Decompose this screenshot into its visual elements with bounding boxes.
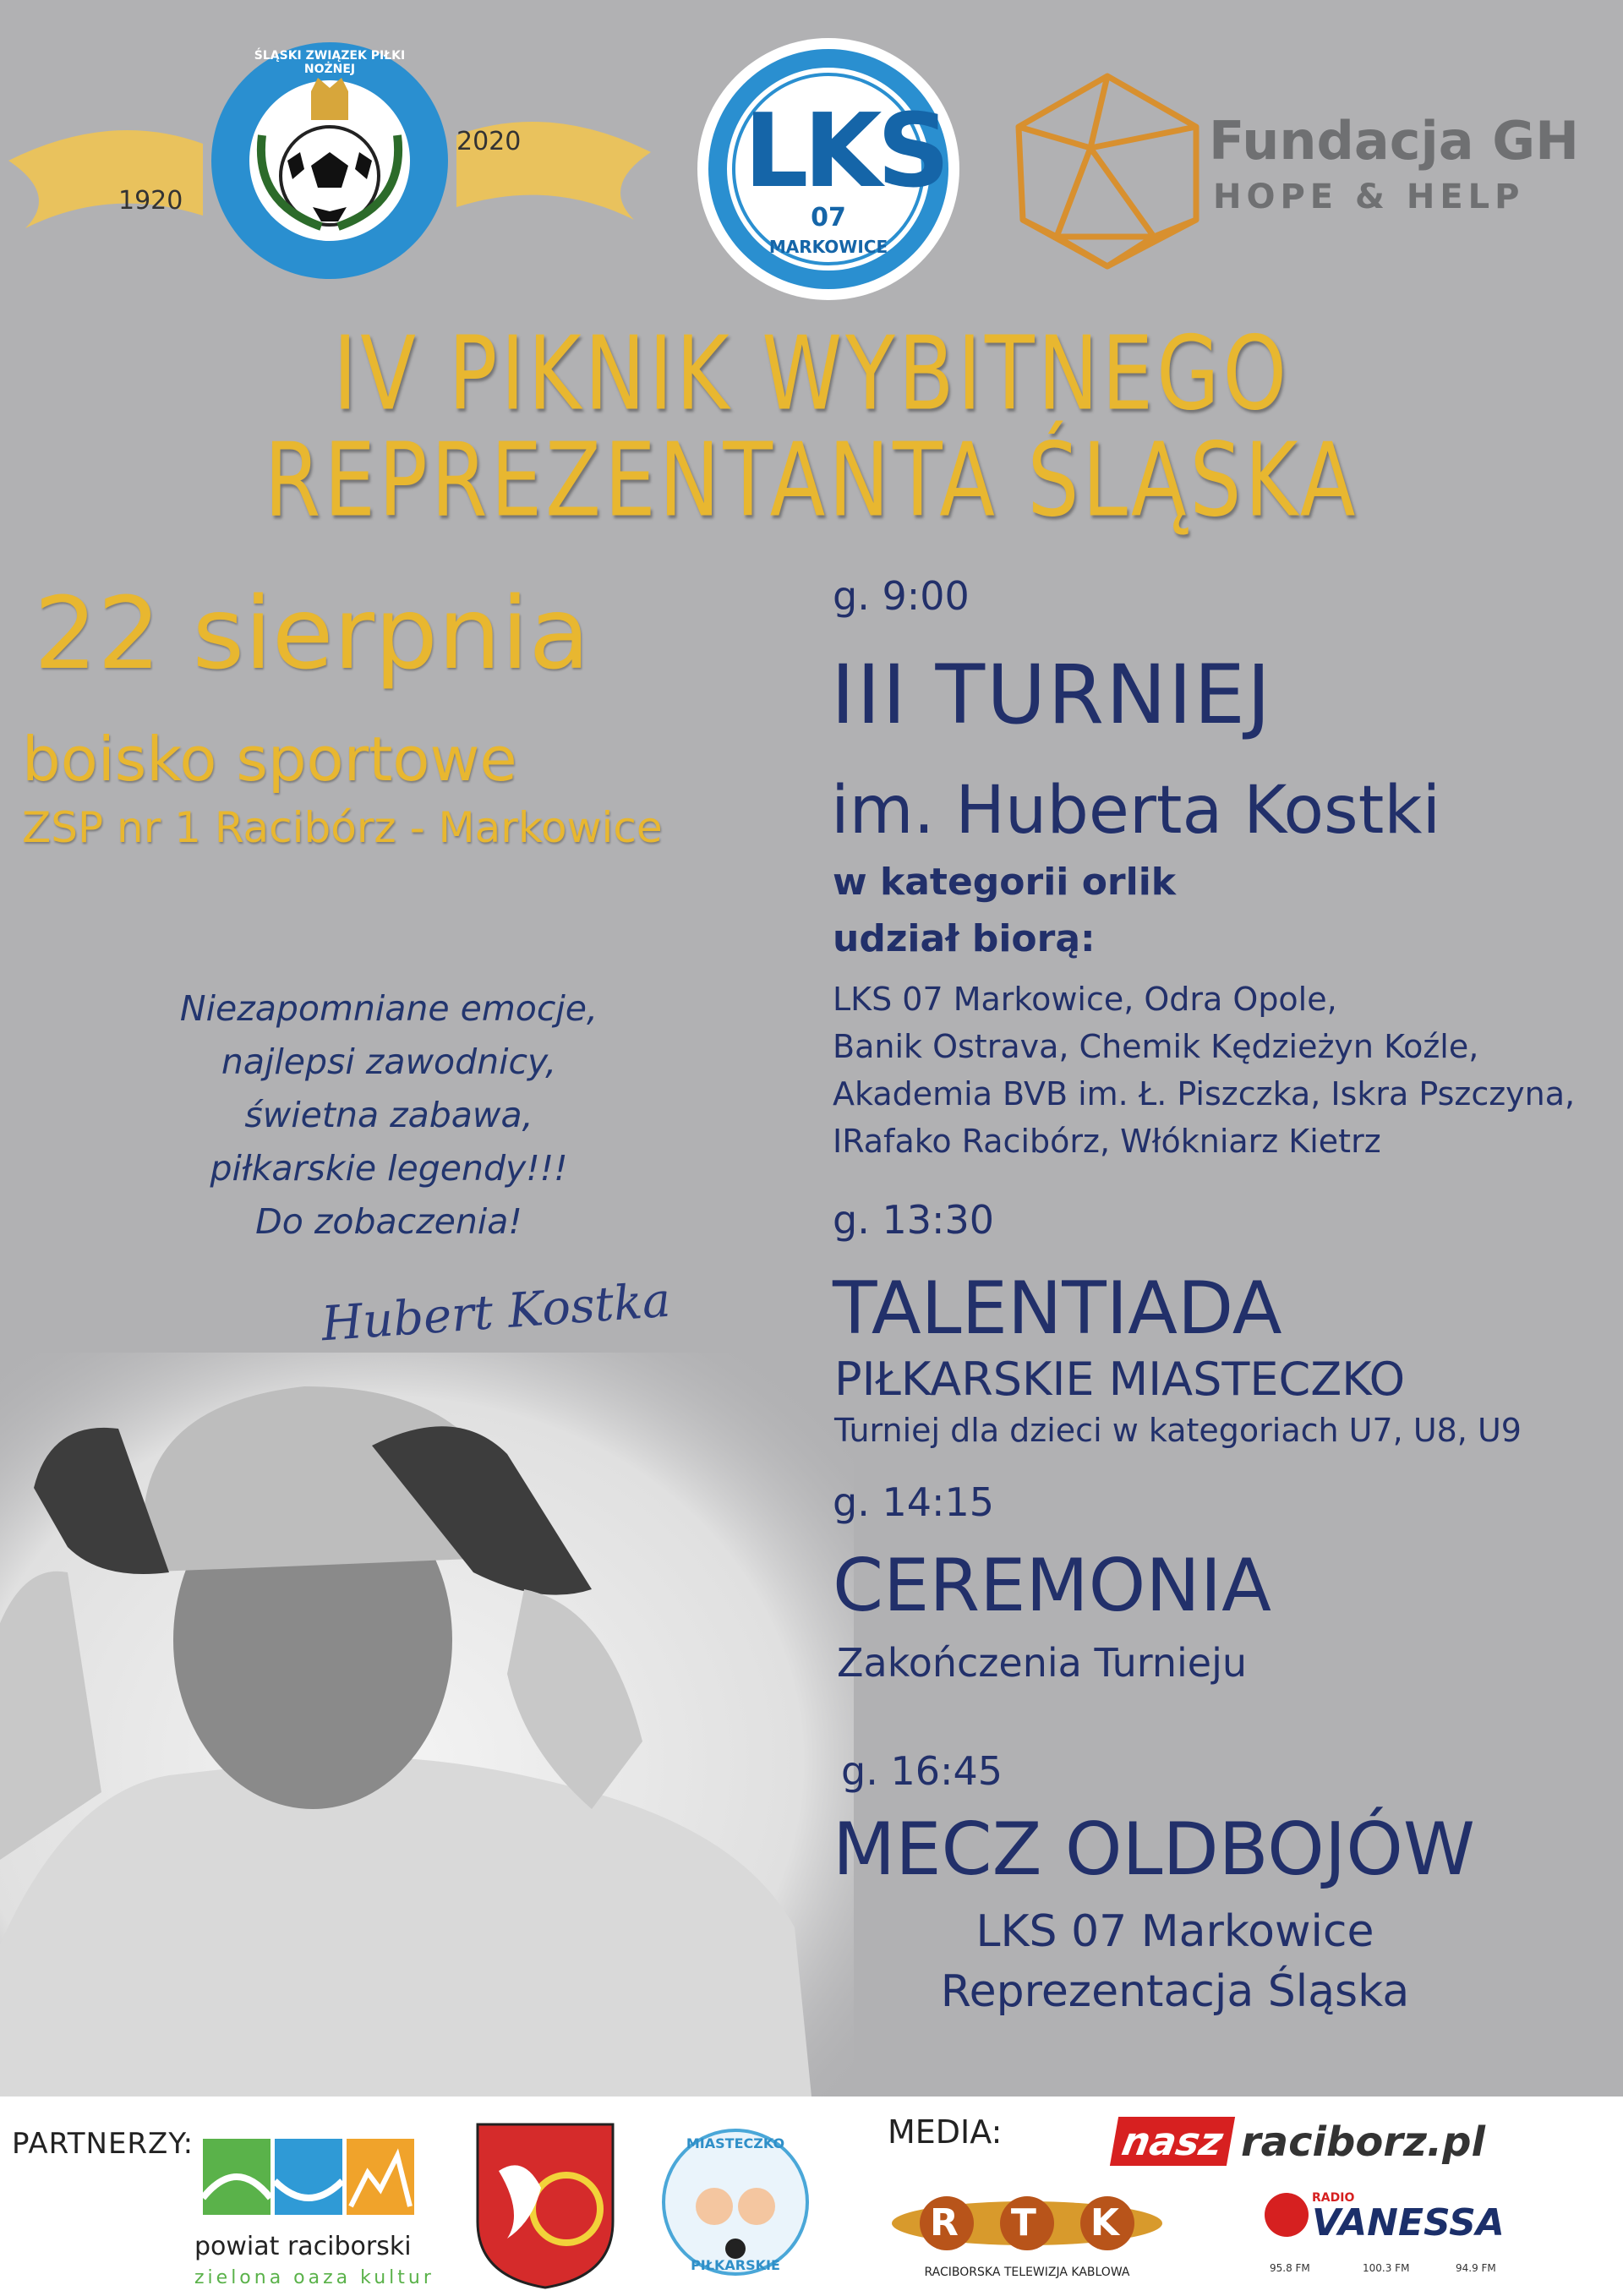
s1-team-line-3: Akademia BVB im. Ł. Piszczka, Iskra Pszczyna, [833, 1075, 1576, 1112]
s2-subheading: PIŁKARSKIE MIASTECZKO [834, 1353, 1406, 1406]
fundacja-tagline: HOPE & HELP [1213, 178, 1525, 216]
s4-heading: MECZ OLDBOJÓW [833, 1807, 1475, 1892]
s1-subheading: im. Huberta Kostki [831, 773, 1441, 849]
quote-line-5: Do zobaczenia! [255, 1201, 522, 1242]
s1-team-line-1: LKS 07 Markowice, Odra Opole, [833, 981, 1337, 1018]
title-line-1: IV PIKNIK WYBITNEGO [332, 314, 1291, 433]
event-date: 22 sierpnia [34, 575, 590, 692]
powiat-logo [186, 2122, 440, 2291]
lks-number: 07 [811, 203, 846, 232]
media-label: MEDIA: [888, 2113, 1003, 2151]
s2-heading: TALENTIADA [833, 1266, 1282, 1351]
s4-team-2: Reprezentacja Śląska [940, 1966, 1410, 2017]
s1-category: w kategorii orlik [833, 861, 1177, 904]
footer [0, 2096, 1623, 2296]
quote-line-4: piłkarskie legendy!!! [210, 1148, 568, 1189]
fundacja-logo [1006, 68, 1615, 271]
szpn-ring-text: ŚLĄSKI ZWIĄZEK PIŁKI NOŻNEJ [254, 49, 406, 76]
nasz-raciborz-logo [1114, 2117, 1537, 2176]
s2-time: g. 13:30 [833, 1197, 995, 1243]
szpn-logo [8, 34, 651, 287]
vanessa-icon [1261, 2189, 1312, 2240]
miasteczko-top: MIASTECZKO [686, 2135, 785, 2151]
signature: Hubert Kostka [320, 1272, 673, 1353]
rtk-logo [888, 2189, 1174, 2291]
vanessa-name: VANESSA [1312, 2201, 1505, 2244]
s1-team-line-4: IRafako Racibórz, Włókniarz Kietrz [833, 1123, 1381, 1160]
vanessa-small: RADIO [1312, 2191, 1355, 2205]
partners-label: PARTNERZY: [12, 2127, 194, 2161]
fundacja-name: Fundacja GH [1209, 110, 1579, 172]
s1-time: g. 9:00 [833, 573, 970, 619]
s3-detail: Zakończenia Turnieju [837, 1640, 1248, 1686]
powiat-coat-of-arms-icon [473, 2120, 617, 2289]
rtk-caption: RACIBORSKA TELEWIZJA KABLOWA [924, 2266, 1130, 2279]
lks-letters: LKS [744, 93, 945, 210]
s3-time: g. 14:15 [833, 1479, 995, 1525]
s1-participants-label: udział biorą: [833, 917, 1096, 960]
event-venue: boisko sportowe [22, 724, 517, 795]
nasz-prefix: nasz [1110, 2117, 1235, 2166]
s1-team-line-2: Banik Ostrava, Chemik Kędzieżyn Koźle, [833, 1028, 1479, 1065]
nasz-site: raciborz.pl [1241, 2118, 1485, 2166]
event-location: ZSP nr 1 Racibórz - Markowice [22, 803, 663, 852]
s4-time: g. 16:45 [841, 1748, 1003, 1794]
fundacja-polyhedron-icon [1006, 68, 1209, 271]
lks-town: MARKOWICE [768, 237, 888, 257]
quote-line-3: świetna zabawa, [244, 1095, 533, 1135]
powiat-emblem-icon [186, 2122, 440, 2223]
s3-heading: CEREMONIA [833, 1544, 1271, 1628]
title-line-2: REPREZENTANTA ŚLĄSKA [264, 421, 1359, 539]
vanessa-freq-2: 100.3 FM [1363, 2262, 1410, 2274]
vanessa-freq-1: 95.8 FM [1270, 2262, 1310, 2274]
powiat-name: powiat raciborski [194, 2232, 412, 2261]
quote-line-1: Niezapomniane emocje, [179, 988, 598, 1029]
miasteczko-logo [659, 2113, 812, 2291]
vanessa-logo [1261, 2189, 1540, 2291]
s2-detail: Turniej dla dzieci w kategoriach U7, U8, U9 [834, 1412, 1522, 1449]
szpn-year-left: 1920 [118, 186, 183, 216]
powiat-tagline: zielona oaza kultur [194, 2267, 434, 2288]
quote-line-2: najlepsi zawodnicy, [221, 1041, 557, 1082]
hubert-kostka-photo [0, 1353, 854, 2096]
szpn-year-right: 2020 [456, 127, 522, 156]
lks-logo [693, 34, 964, 304]
rtk-letters: RTK [930, 2201, 1174, 2244]
vanessa-freq-3: 94.9 FM [1456, 2262, 1496, 2274]
s1-heading: III TURNIEJ [831, 648, 1273, 742]
miasteczko-bottom: PIŁKARSKIE [691, 2257, 780, 2273]
s4-team-1: LKS 07 Markowice [975, 1906, 1374, 1957]
